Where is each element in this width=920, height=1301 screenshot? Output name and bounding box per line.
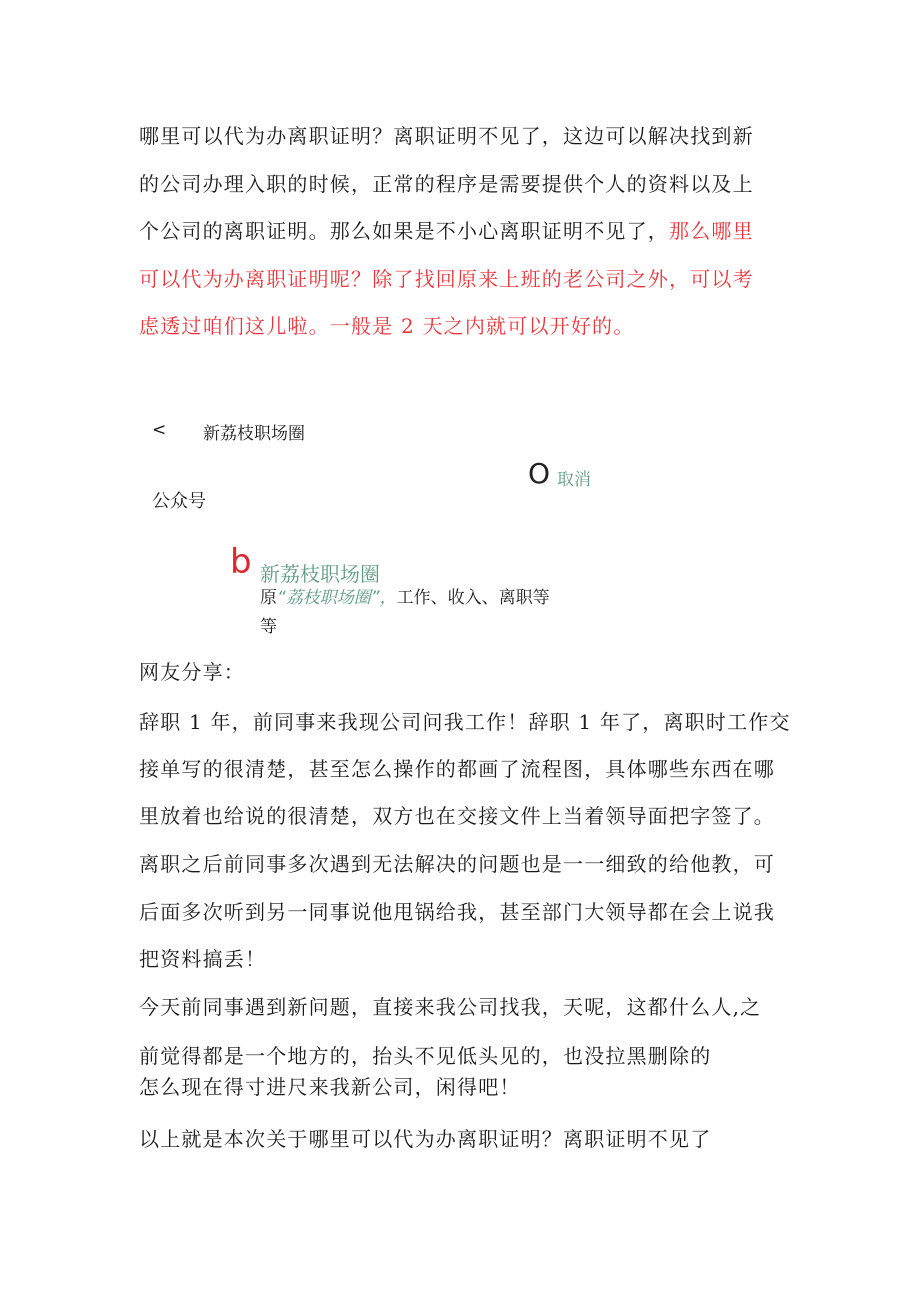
account-description (260, 583, 550, 608)
share-line: 把资料搞丢！ (139, 947, 267, 971)
intro-line-1: 哪里可以代为办离职证明？离职证明不见了，这边可以解决找到新 (139, 124, 754, 148)
share-line: 今天前同事遇到新问题，直接来我公司找我，天呢，这都什么人,之 (139, 995, 762, 1019)
intro-line-3-text: 个公司的离职证明。那么如果是不小心离职证明不见了， (139, 219, 669, 243)
account-desc-quote: “荔枝职场圈”， (277, 588, 397, 608)
intro-line-3-highlight: 那么哪里 (669, 219, 754, 243)
share-line: 接单写的很清楚，甚至怎么操作的都画了流程图，具体哪些东西在哪 (139, 757, 775, 781)
intro-line-4: 可以代为办离职证明呢？除了找回原来上班的老公司之外，可以考 (139, 267, 754, 291)
account-desc-rest: 工作、收入、离职等 (396, 588, 550, 608)
account-description-line2: 等 (260, 617, 277, 637)
account-logo: b (230, 542, 252, 582)
share-line: 后面多次听到另一同事说他甩锅给我，甚至部门大领导都在会上说我 (139, 900, 775, 924)
share-line: 里放着也给说的很清楚，双方也在交接文件上当着领导面把字签了。 (139, 804, 775, 828)
nav-title: 新荔枝职场圈 (203, 424, 305, 444)
share-line: 前觉得都是一个地方的，抬头不见低头见的，也没拉黑删除的 (139, 1044, 712, 1068)
intro-line-2: 的公司办理入职的时候，正常的程序是需要提供个人的资料以及上 (139, 172, 754, 196)
account-name[interactable]: 新荔枝职场圈 (260, 562, 380, 586)
closing-line: 以上就是本次关于哪里可以代为办离职证明？离职证明不见了 (139, 1127, 712, 1151)
tab-official-accounts[interactable]: 公众号 (152, 491, 206, 512)
search-icon[interactable]: O (528, 457, 551, 490)
share-line: 离职之后前同事多次遇到无法解决的问题也是一一细致的给他教，可 (139, 852, 775, 876)
share-line: 辞职 1 年，前同事来我现公司问我工作！辞职 1 年了，离职时工作交 (139, 710, 791, 734)
cancel-button[interactable]: 取消 (557, 470, 591, 490)
intro-line-3 (139, 215, 754, 244)
share-line: 怎么现在得寸进尺来我新公司，闲得吧！ (139, 1075, 521, 1099)
intro-line-5: 虑透过咱们这儿啦。一般是 2 天之内就可以开好的。 (139, 314, 635, 338)
share-heading: 网友分享： (139, 660, 245, 684)
account-desc-prefix: 原 (260, 588, 277, 608)
back-icon[interactable]: < (152, 420, 167, 440)
